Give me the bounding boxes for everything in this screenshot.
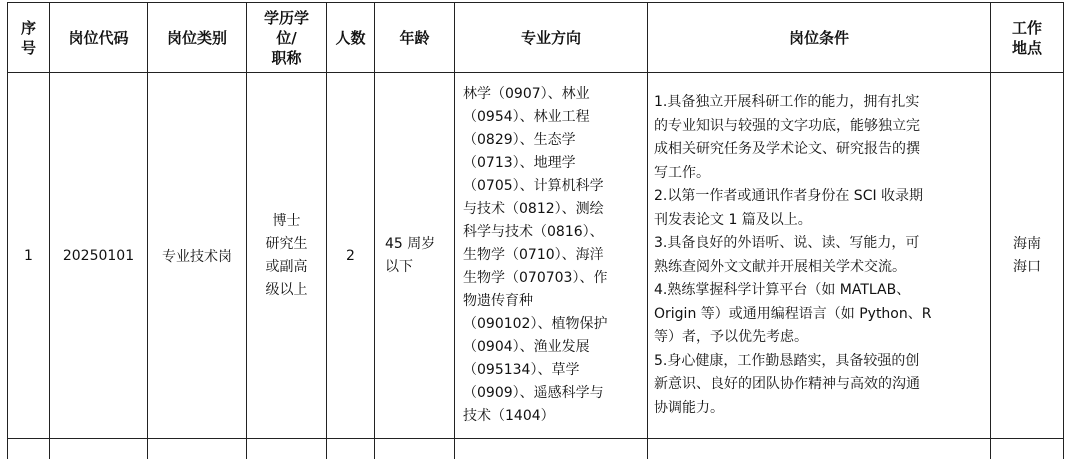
cell-conditions: 1.具备独立开展科研工作的能力，拥有扎实 的专业知识与较强的文字功底，能够独立完 成相关研究任务及学术论文、研究报告的撰 写工作。 2.以第一作者或通讯作者身份在 SCI 收录期 刊发表论文 1 篇及以上。 3.具备良好的外语听、说、读、写能力，可 熟练查阅外文文献并开展相关学术交流。 4.熟练掌握科学计算平台（如 MATLAB、 Origin 等）或通用编程语言（如 Python、R 等）者，予以优先考虑。 5.身心健康，工作勤恳踏实，具备较强的创 新意识、良好的团队协作精神与高效的沟通 协调能力。 (648, 73, 991, 439)
header-location: 工作 地点 (991, 3, 1064, 73)
header-seq: 序 号 (8, 3, 50, 73)
header-degree: 学历学 位/ 职称 (247, 3, 327, 73)
cell-seq: 1 (8, 73, 50, 439)
table-row (8, 73, 1064, 439)
header-category: 岗位类别 (148, 3, 247, 73)
header-major: 专业方向 (455, 3, 648, 73)
header-age: 年龄 (375, 3, 455, 73)
cell-degree: 博士 研究生 或副高 级以上 (247, 73, 327, 439)
cell-location: 海南 海口 (991, 73, 1064, 439)
cell-major: 林学（0907）、林业 （0954）、林业工程 （0829）、生态学 （0713）、地理学 （0705）、计算机科学 与技术（0812）、测绘 科学与技术（0816）、 生物学（0710）、海洋 生物学（070703）、作 物遗传育种 （090102）、植物保护 （0904）、渔业发展 （095134）、草学 （0909）、遥感科学与 技术（1404） (455, 73, 648, 439)
cell-code: 20250101 (50, 73, 148, 439)
header-count: 人数 (327, 3, 375, 73)
recruitment-table (7, 2, 1064, 459)
header-row (8, 3, 1064, 73)
cell-age: 45 周岁 以下 (375, 73, 455, 439)
next-row-partial (8, 439, 1064, 459)
header-code: 岗位代码 (50, 3, 148, 73)
cell-count: 2 (327, 73, 375, 439)
header-conditions: 岗位条件 (648, 3, 991, 73)
cell-category: 专业技术岗 (148, 73, 247, 439)
